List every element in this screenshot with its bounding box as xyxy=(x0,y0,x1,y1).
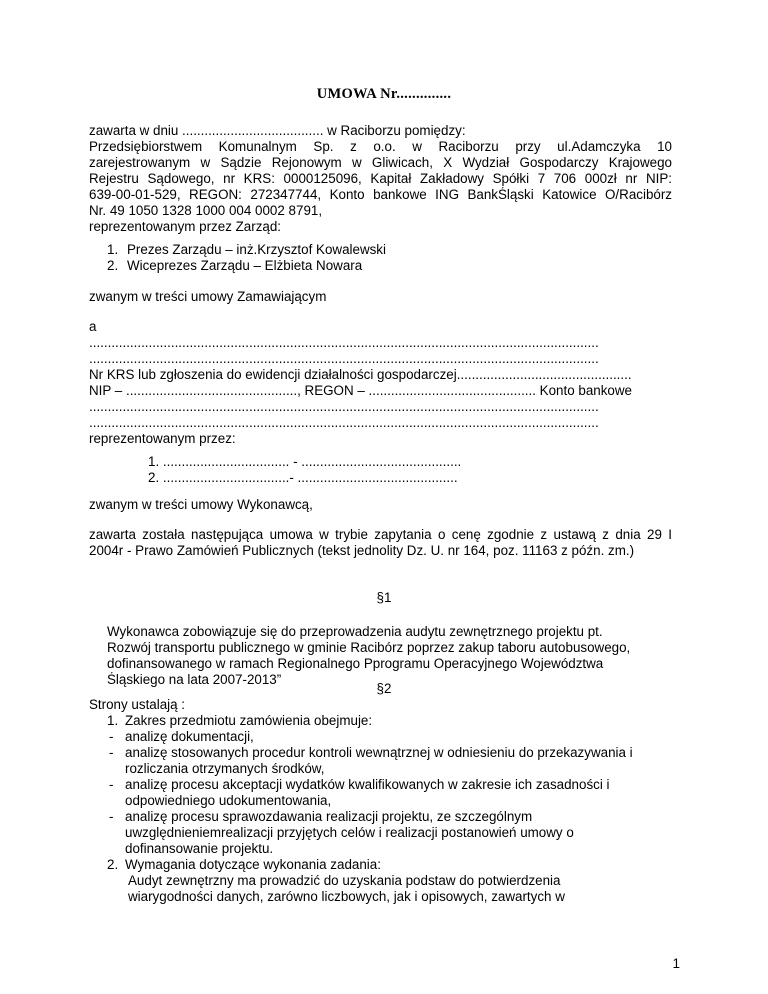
scope-subitem: - analizę procesu sprawozdawania realizacji projektu, ze szczególnym uwzględnieniemrealizacji przyjętych celów i realizacji postanowień umowy o dofinansowanie projektu. xyxy=(109,809,574,856)
blank-line: ......................................................................................................................................... xyxy=(89,415,599,430)
section-1-line: Śląskiego na lata 2007-2013” xyxy=(107,672,282,687)
intro-line: Przedsiębiorstwem Komunalnym Sp. z o.o. w Raciborzu przy ul.Adamczyka 10 xyxy=(89,139,672,154)
parties-agree: Strony ustalają : xyxy=(89,697,186,712)
signatory-list xyxy=(148,454,461,486)
scope-list xyxy=(107,713,673,905)
legal-basis xyxy=(89,527,672,559)
intro-line: Rejestru Sądowego, nr KRS: 0000125096, Kapitał Zakładowy Spółki 7 706 000zł nr NIP: xyxy=(89,171,672,186)
intro-line: zarejestrowanym w Sądzie Rejonowym w Gliwicach, X Wydział Gospodarczy Krajowego xyxy=(89,155,672,170)
and-label: a xyxy=(89,319,97,334)
section-1-line: Wykonawca zobowiązuje się do przeprowadzenia audytu zewnętrznego projektu pt. xyxy=(107,624,603,639)
board-member: 1. Prezes Zarządu – inż.Krzysztof Kowalewski xyxy=(107,242,386,257)
requirements-body: Audyt zewnętrzny ma prowadzić do uzyskania podstaw do potwierdzenia wiarygodności danych, zarówno liczbowych, jak i opisowych, zawartych w xyxy=(128,873,565,904)
blank-line: ......................................................................................................................................... xyxy=(89,335,599,350)
scope-subitem: - analizę procesu akceptacji wydatków kwalifikowanych w zakresie ich zasadności i odpowiedniego udokumentowania, xyxy=(109,777,610,808)
scope-item-1: 1. Zakres przedmiotu zamówienia obejmuje: xyxy=(107,713,373,728)
board-list xyxy=(107,242,386,274)
contractor-role-text: zwanym w treści umowy Wykonawcą, xyxy=(89,497,313,512)
scope-subitem: - analizę stosowanych procedur kontroli wewnątrznej w odniesieniu do przekazywania i rozliczania otrzymanych środków, xyxy=(109,745,633,776)
intro-line: reprezentowanym przez Zarząd: xyxy=(89,219,282,234)
section-1-heading: §1 xyxy=(376,590,392,605)
krs-line: Nr KRS lub zgłoszenia do ewidencji działalności gospodarczej............................................... xyxy=(89,367,632,382)
intro-line: zawarta w dniu ...................................... w Raciborzu pomiędzy: xyxy=(89,123,466,138)
legal-basis-line: zawarta została następująca umowa w trybie zapytania o cenę zgodnie z ustawą z dnia 29 I xyxy=(89,527,672,542)
section-1-line: dofinansowanego w ramach Regionalnego Pprogramu Operacyjnego Województwa xyxy=(107,656,604,671)
ordering-party-text: zwanym w treści umowy Zamawiającym xyxy=(89,289,327,304)
contract-title: UMOWA Nr.............. xyxy=(316,86,452,102)
blank-line: ......................................................................................................................................... xyxy=(89,351,599,366)
intro-line: Nr. 49 1050 1328 1000 004 0002 8791, xyxy=(89,203,323,218)
board-member: 2. Wiceprezes Zarządu – Elżbieta Nowara xyxy=(107,258,363,273)
scope-subitem: - analizę dokumentacji, xyxy=(109,729,254,744)
signatory-line: 2. ..................................- ........................................... xyxy=(148,470,458,485)
contractor-block xyxy=(89,335,672,447)
legal-basis-line: 2004r - Prawo Zamówień Publicznych (tekst jednolity Dz. U. nr 164, poz. 11163 z późn. zm.) xyxy=(89,543,635,558)
intro-line: 639-00-01-529, REGON: 272347744, Konto bankowe ING BankŚląski Katowice O/Racibórz xyxy=(89,187,672,202)
represented-by: reprezentowanym przez: xyxy=(89,431,236,446)
requirements-item: 2. Wymagania dotyczące wykonania zadania: xyxy=(107,857,381,872)
section-1-body xyxy=(107,624,673,688)
section-1-line: Rozwój transportu publicznego w gminie Racibórz poprzez zakup taboru autobusowego, xyxy=(107,640,631,655)
signatory-line: 1. .................................. - ........................................... xyxy=(148,454,462,469)
nip-regon-line: NIP – .............................................., REGON – ............................................. Konto bankowe xyxy=(89,383,632,398)
blank-line: ......................................................................................................................................... xyxy=(89,399,599,414)
section-2-heading: §2 xyxy=(376,681,392,696)
page-number: 1 xyxy=(672,956,680,971)
intro-paragraph xyxy=(89,123,672,235)
